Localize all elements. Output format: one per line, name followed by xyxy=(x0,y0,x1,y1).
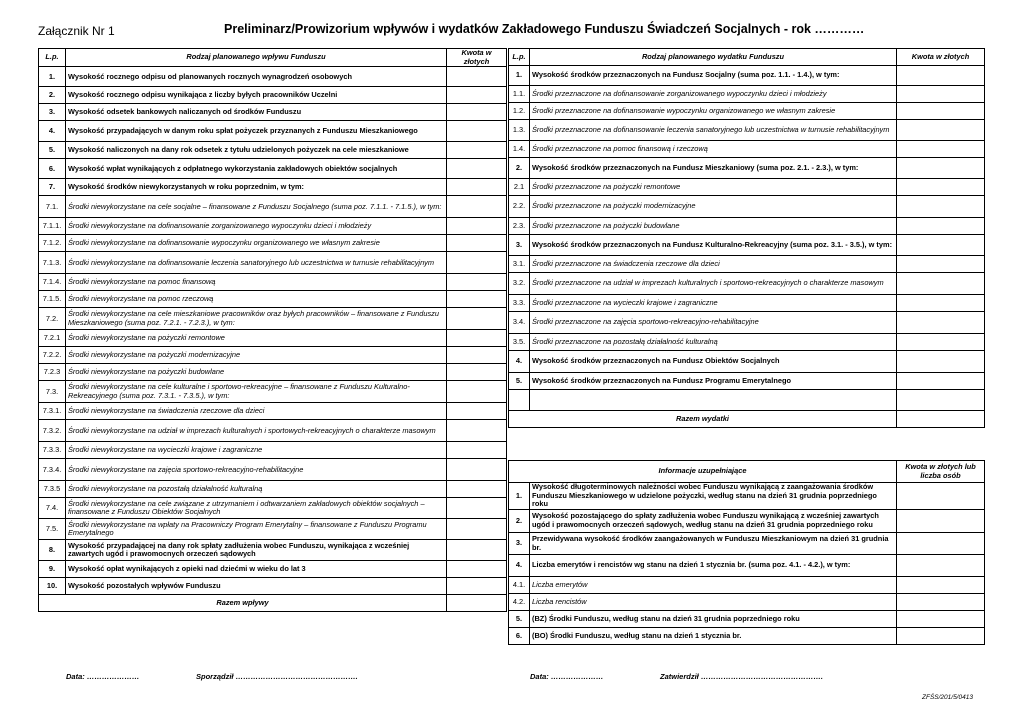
row-number: 2. xyxy=(509,510,530,533)
amount-cell[interactable] xyxy=(897,218,985,235)
table-row xyxy=(509,295,985,312)
amount-cell[interactable] xyxy=(897,533,985,555)
row-number: 1.4. xyxy=(509,141,530,158)
row-description: Środki niewykorzystane na udział w imprezach kulturalnych i sportowych-rekreacyjnych o charakterze masowym xyxy=(66,420,447,442)
table-row xyxy=(509,577,985,594)
row-description: Środki niewykorzystane na pomoc rzeczową xyxy=(66,291,447,308)
row-number: 3. xyxy=(509,533,530,555)
row-description: Liczba emerytów i rencistów wg stanu na dzień 1 stycznia br. (suma poz. 4.1. - 4.2.), w tym: xyxy=(530,555,897,577)
table-row xyxy=(39,498,507,519)
table-row xyxy=(509,256,985,273)
row-number: 7.1.5. xyxy=(39,291,66,308)
income-header-row xyxy=(39,49,507,67)
row-number: 4. xyxy=(509,555,530,577)
table-row xyxy=(509,533,985,555)
amount-cell[interactable] xyxy=(447,519,507,540)
info-header-row xyxy=(509,461,985,483)
row-number: 7.3.4. xyxy=(39,459,66,481)
row-description: Środki przeznaczone na świadczenia rzeczowe dla dzieci xyxy=(530,256,897,273)
row-number: 7.3.2. xyxy=(39,420,66,442)
row-number: 2.2. xyxy=(509,196,530,218)
table-row xyxy=(509,312,985,334)
table-row xyxy=(39,291,507,308)
row-number: 1. xyxy=(39,67,66,87)
amount-cell[interactable] xyxy=(447,364,507,381)
amount-cell[interactable] xyxy=(897,373,985,390)
table-row xyxy=(509,120,985,141)
amount-cell[interactable] xyxy=(447,403,507,420)
row-description: Wysokość rocznego odpisu od planowanych rocznych wynagrodzeń osobowych xyxy=(66,67,447,87)
row-description: Wysokość odsetek bankowych naliczanych od środków Funduszu xyxy=(66,104,447,121)
row-number: 4.1. xyxy=(509,577,530,594)
amount-cell[interactable] xyxy=(447,87,507,104)
amount-cell[interactable] xyxy=(897,120,985,141)
row-number: 2.1 xyxy=(509,179,530,196)
row-number: 3.1. xyxy=(509,256,530,273)
table-row xyxy=(39,87,507,104)
expenses-table xyxy=(508,48,985,428)
expenses-lp-header: L.p. xyxy=(509,49,530,66)
table-row xyxy=(39,364,507,381)
blank-cell xyxy=(530,390,897,411)
table-row xyxy=(509,628,985,645)
row-description: Środki przeznaczone na pożyczki remontowe xyxy=(530,179,897,196)
row-description: Wysokość wpłat wynikających z odpłatnego wykorzystania zakładowych obiektów socjalnych xyxy=(66,159,447,179)
amount-cell[interactable] xyxy=(447,218,507,235)
row-description: Wysokość środków przeznaczonych na Fundusz Socjalny (suma poz. 1.1. - 1.4.), w tym: xyxy=(530,66,897,86)
row-number: 3.5. xyxy=(509,334,530,351)
row-number: 4.2. xyxy=(509,594,530,611)
amount-cell[interactable] xyxy=(897,483,985,510)
row-description: Wysokość środków przeznaczonych na Fundusz Mieszkaniowy (suma poz. 2.1. - 2.3.), w tym: xyxy=(530,158,897,179)
amount-cell[interactable] xyxy=(447,540,507,561)
row-number: 5. xyxy=(39,142,66,159)
row-description: Wysokość długoterminowych należności wobec Funduszu wynikającą z zaangażowania środków Funduszu Mieszkaniowego w udzielone pożyczki, według stanu na dzień 31 grudnia poprzedniego roku xyxy=(530,483,897,510)
row-number: 1.2. xyxy=(509,103,530,120)
table-row xyxy=(39,540,507,561)
amount-cell[interactable] xyxy=(447,498,507,519)
amount-cell[interactable] xyxy=(447,196,507,218)
row-description: Środki niewykorzystane na cele socjalne – finansowane z Funduszu Socjalnego (suma poz. 7.1.1. - 7.1.5.), w tym: xyxy=(66,196,447,218)
row-number: 7.1. xyxy=(39,196,66,218)
income-amount-header: Kwota w złotych xyxy=(447,49,507,67)
row-description: Środki niewykorzystane na cele kulturalne i sportowo-rekreacyjne – finansowane z Funduszu Kulturalno-Rekreacyjnego (suma poz. 7.3.1. - 7.3.5.), w tym: xyxy=(66,381,447,403)
info-amount-header: Kwota w złotych lub liczba osób xyxy=(897,461,985,483)
row-description: Wysokość naliczonych na dany rok odsetek z tytułu udzielonych pożyczek na cele mieszkaniowe xyxy=(66,142,447,159)
amount-cell[interactable] xyxy=(447,179,507,196)
amount-cell[interactable] xyxy=(447,561,507,578)
amount-cell[interactable] xyxy=(447,274,507,291)
expenses-name-header: Rodzaj planowanego wydatku Funduszu xyxy=(530,49,897,66)
table-row xyxy=(39,142,507,159)
amount-cell[interactable] xyxy=(897,179,985,196)
amount-cell[interactable] xyxy=(447,347,507,364)
amount-cell[interactable] xyxy=(897,158,985,179)
page-title: Preliminarz/Prowizorium wpływów i wydatków Zakładowego Funduszu Świadczeń Socjalnych - rok ………… xyxy=(224,22,865,36)
row-number: 7.3.5 xyxy=(39,481,66,498)
row-description: Środki niewykorzystane na wycieczki krajowe i zagraniczne xyxy=(66,442,447,459)
amount-cell[interactable] xyxy=(447,459,507,481)
expenses-total-amount[interactable] xyxy=(897,411,985,428)
table-row xyxy=(39,159,507,179)
table-row xyxy=(509,611,985,628)
row-number: 7.1.3. xyxy=(39,252,66,274)
row-number: 6. xyxy=(39,159,66,179)
amount-cell[interactable] xyxy=(447,142,507,159)
row-number: 6. xyxy=(509,628,530,645)
row-description: Środki niewykorzystane na dofinansowanie zorganizowanego wypoczynku dzieci i młodzieży xyxy=(66,218,447,235)
amount-cell[interactable] xyxy=(897,628,985,645)
expenses-amount-header: Kwota w złotych xyxy=(897,49,985,66)
row-description: Środki przeznaczone na wycieczki krajowe i zagraniczne xyxy=(530,295,897,312)
table-row xyxy=(39,218,507,235)
row-description: Środki niewykorzystane na dofinansowanie wypoczynku organizowanego we własnym zakresie xyxy=(66,235,447,252)
table-row xyxy=(509,555,985,577)
table-row xyxy=(39,561,507,578)
amount-cell[interactable] xyxy=(897,555,985,577)
table-row xyxy=(509,373,985,390)
row-description: Środki niewykorzystane na świadczenia rzeczowe dla dzieci xyxy=(66,403,447,420)
table-row xyxy=(509,351,985,373)
row-number: 3.4. xyxy=(509,312,530,334)
date-right: Data: ………………… xyxy=(530,672,604,681)
table-row xyxy=(509,66,985,86)
row-number: 3.3. xyxy=(509,295,530,312)
row-number: 4. xyxy=(509,351,530,373)
income-lp-header: L.p. xyxy=(39,49,66,67)
amount-cell[interactable] xyxy=(447,420,507,442)
table-row xyxy=(509,86,985,103)
amount-cell[interactable] xyxy=(447,291,507,308)
amount-cell[interactable] xyxy=(447,252,507,274)
row-description: Wysokość środków przeznaczonych na Fundusz Obiektów Socjalnych xyxy=(530,351,897,373)
date-left: Data: ………………… xyxy=(66,672,140,681)
amount-cell[interactable] xyxy=(447,121,507,142)
expenses-header-row xyxy=(509,49,985,66)
table-row xyxy=(39,252,507,274)
row-description: Wysokość pozostającego do spłaty zadłużenia wobec Funduszu wynikającą z wcześniej zawartych ugód i prawomocnych orzeczeń sądowych, według stanu na dzień 31 grudnia poprzedniego roku xyxy=(530,510,897,533)
row-description: Środki przeznaczone na pozostałą działalność kulturalną xyxy=(530,334,897,351)
annex-label: Załącznik Nr 1 xyxy=(38,24,115,38)
table-row xyxy=(509,158,985,179)
row-number: 2. xyxy=(509,158,530,179)
row-description: Środki niewykorzystane na pożyczki remontowe xyxy=(66,330,447,347)
approved-by: Zatwierdził …………………………………………. xyxy=(660,672,823,681)
table-row xyxy=(509,510,985,533)
table-row xyxy=(39,104,507,121)
amount-cell[interactable] xyxy=(897,351,985,373)
row-number: 1. xyxy=(509,66,530,86)
table-row xyxy=(509,103,985,120)
amount-cell[interactable] xyxy=(897,510,985,533)
amount-cell[interactable] xyxy=(897,312,985,334)
income-table xyxy=(38,48,507,612)
row-number: 7.2.1 xyxy=(39,330,66,347)
row-description: Środki niewykorzystane na pożyczki modernizacyjne xyxy=(66,347,447,364)
income-name-header: Rodzaj planowanego wpływu Funduszu xyxy=(66,49,447,67)
row-description: Wysokość pozostałych wpływów Funduszu xyxy=(66,578,447,595)
row-number: 8. xyxy=(39,540,66,561)
expenses-total-row xyxy=(509,411,985,428)
row-description: Środki przeznaczone na zajęcia sportowo-rekreacyjno-rehabilitacyjne xyxy=(530,312,897,334)
row-description: Środki niewykorzystane na cele związane z utrzymaniem i odtwarzaniem zakładowych obiektów socjalnych – finansowane z Funduszu Obiektów Socjalnych xyxy=(66,498,447,519)
row-description: Wysokość środków niewykorzystanych w roku poprzednim, w tym: xyxy=(66,179,447,196)
row-number: 7.3.3. xyxy=(39,442,66,459)
table-row xyxy=(39,442,507,459)
table-row xyxy=(509,235,985,256)
table-row xyxy=(39,196,507,218)
row-description: Środki przeznaczone na pomoc finansową i rzeczową xyxy=(530,141,897,158)
amount-cell[interactable] xyxy=(897,594,985,611)
row-description: Środki niewykorzystane na cele mieszkaniowe pracowników oraz byłych pracowników – finansowane z Funduszu Mieszkaniowego (suma poz. 7.2.1. - 7.2.3.), w tym: xyxy=(66,308,447,330)
amount-cell[interactable] xyxy=(897,141,985,158)
table-row xyxy=(509,594,985,611)
amount-cell[interactable] xyxy=(897,295,985,312)
row-number: 3. xyxy=(39,104,66,121)
amount-cell[interactable] xyxy=(447,381,507,403)
row-description: Środki przeznaczone na udział w imprezach kulturalnych i sportowo-rekreacyjnych o charakterze masowym xyxy=(530,273,897,295)
table-row xyxy=(39,519,507,540)
table-row xyxy=(509,483,985,510)
row-number: 4. xyxy=(39,121,66,142)
form-code: ZFŚS/201/5/0413 xyxy=(922,694,973,701)
amount-cell[interactable] xyxy=(897,235,985,256)
row-number: 7.5. xyxy=(39,519,66,540)
table-row xyxy=(509,218,985,235)
row-description: Środki niewykorzystane na zajęcia sportowo-rekreacyjno-rehabilitacyjne xyxy=(66,459,447,481)
amount-cell[interactable] xyxy=(447,159,507,179)
row-description: Wysokość środków przeznaczonych na Fundusz Programu Emerytalnego xyxy=(530,373,897,390)
info-table xyxy=(508,460,985,645)
amount-cell[interactable] xyxy=(897,196,985,218)
table-row xyxy=(39,121,507,142)
table-row xyxy=(39,403,507,420)
row-number: 7.3.1. xyxy=(39,403,66,420)
row-description: Wysokość przypadających w danym roku spłat pożyczek przyznanych z Funduszu Mieszkaniowego xyxy=(66,121,447,142)
amount-cell[interactable] xyxy=(897,103,985,120)
row-description: Środki niewykorzystane na pomoc finansową xyxy=(66,274,447,291)
row-description: Przewidywana wysokość środków zaangażowanych w Funduszu Mieszkaniowym na dzień 31 grudnia br. xyxy=(530,533,897,555)
table-row xyxy=(509,273,985,295)
amount-cell[interactable] xyxy=(447,442,507,459)
income-total-label: Razem wpływy xyxy=(39,595,447,612)
row-number: 3. xyxy=(509,235,530,256)
table-row xyxy=(39,274,507,291)
row-number: 7. xyxy=(39,179,66,196)
table-row xyxy=(39,330,507,347)
table-row xyxy=(39,347,507,364)
prepared-by: Sporządził …………………………………………. xyxy=(196,672,358,681)
table-row xyxy=(39,381,507,403)
table-row xyxy=(39,308,507,330)
row-number: 7.1.4. xyxy=(39,274,66,291)
amount-cell[interactable] xyxy=(447,235,507,252)
row-description: Wysokość opłat wynikających z opieki nad dziećmi w wieku do lat 3 xyxy=(66,561,447,578)
amount-cell[interactable] xyxy=(897,611,985,628)
blank-cell xyxy=(897,390,985,411)
row-description: Środki niewykorzystane na dofinansowanie leczenia sanatoryjnego lub uczestnictwa w turnusie rehabilitacyjnym xyxy=(66,252,447,274)
blank-cell xyxy=(509,390,530,411)
amount-cell[interactable] xyxy=(897,273,985,295)
table-row xyxy=(39,67,507,87)
table-row xyxy=(39,420,507,442)
amount-cell[interactable] xyxy=(447,308,507,330)
amount-cell[interactable] xyxy=(897,334,985,351)
amount-cell[interactable] xyxy=(447,578,507,595)
table-row xyxy=(509,141,985,158)
amount-cell[interactable] xyxy=(447,67,507,87)
row-number: 10. xyxy=(39,578,66,595)
expenses-blank-row xyxy=(509,390,985,411)
table-row xyxy=(39,459,507,481)
row-number: 1.3. xyxy=(509,120,530,141)
row-description: Liczba emerytów xyxy=(530,577,897,594)
row-number: 7.1.1. xyxy=(39,218,66,235)
table-row xyxy=(39,179,507,196)
table-row xyxy=(509,179,985,196)
amount-cell[interactable] xyxy=(897,256,985,273)
amount-cell[interactable] xyxy=(447,104,507,121)
table-row xyxy=(39,235,507,252)
row-number: 7.3. xyxy=(39,381,66,403)
amount-cell[interactable] xyxy=(897,577,985,594)
table-row xyxy=(509,334,985,351)
row-description: Wysokość przypadającej na dany rok spłaty zadłużenia wobec Funduszu, wynikająca z wcześniej zawartych ugód i prawomocnych orzeczeń sądowych xyxy=(66,540,447,561)
row-description: Liczba rencistów xyxy=(530,594,897,611)
row-description: Środki niewykorzystane na pozostałą działalność kulturalną xyxy=(66,481,447,498)
row-description: Środki niewykorzystane na wpłaty na Pracowniczy Program Emerytalny – finansowane z Funduszu Programu Emerytalnego xyxy=(66,519,447,540)
row-number: 5. xyxy=(509,611,530,628)
amount-cell[interactable] xyxy=(897,66,985,86)
table-row xyxy=(39,481,507,498)
income-total-row xyxy=(39,595,507,612)
row-number: 5. xyxy=(509,373,530,390)
amount-cell[interactable] xyxy=(897,86,985,103)
row-number: 7.2.3 xyxy=(39,364,66,381)
row-number: 9. xyxy=(39,561,66,578)
row-number: 7.2. xyxy=(39,308,66,330)
row-number: 7.2.2. xyxy=(39,347,66,364)
row-number: 7.1.2. xyxy=(39,235,66,252)
row-number: 1.1. xyxy=(509,86,530,103)
row-description: (BZ) Środki Funduszu, według stanu na dzień 31 grudnia poprzedniego roku xyxy=(530,611,897,628)
row-description: Wysokość rocznego odpisu wynikająca z liczby byłych pracowników Uczelni xyxy=(66,87,447,104)
table-row xyxy=(39,578,507,595)
row-description: Środki przeznaczone na dofinansowanie zorganizowanego wypoczynku dzieci i młodzieży xyxy=(530,86,897,103)
expenses-total-label: Razem wydatki xyxy=(509,411,897,428)
row-number: 2.3. xyxy=(509,218,530,235)
income-total-amount[interactable] xyxy=(447,595,507,612)
row-description: Środki przeznaczone na dofinansowanie leczenia sanatoryjnego lub uczestnictwa w turnusie rehabilitacyjnym xyxy=(530,120,897,141)
info-header: Informacje uzupełniające xyxy=(509,461,897,483)
row-number: 3.2. xyxy=(509,273,530,295)
row-description: (BO) Środki Funduszu, według stanu na dzień 1 stycznia br. xyxy=(530,628,897,645)
row-description: Środki przeznaczone na pożyczki budowlane xyxy=(530,218,897,235)
row-description: Środki przeznaczone na dofinansowanie wypoczynku organizowanego we własnym zakresie xyxy=(530,103,897,120)
row-description: Wysokość środków przeznaczonych na Fundusz Kulturalno-Rekreacyjny (suma poz. 3.1. - 3.5.), w tym: xyxy=(530,235,897,256)
row-description: Środki przeznaczone na pożyczki modernizacyjne xyxy=(530,196,897,218)
row-number: 1. xyxy=(509,483,530,510)
table-row xyxy=(509,196,985,218)
amount-cell[interactable] xyxy=(447,481,507,498)
row-number: 7.4. xyxy=(39,498,66,519)
amount-cell[interactable] xyxy=(447,330,507,347)
row-description: Środki niewykorzystane na pożyczki budowlane xyxy=(66,364,447,381)
row-number: 2. xyxy=(39,87,66,104)
